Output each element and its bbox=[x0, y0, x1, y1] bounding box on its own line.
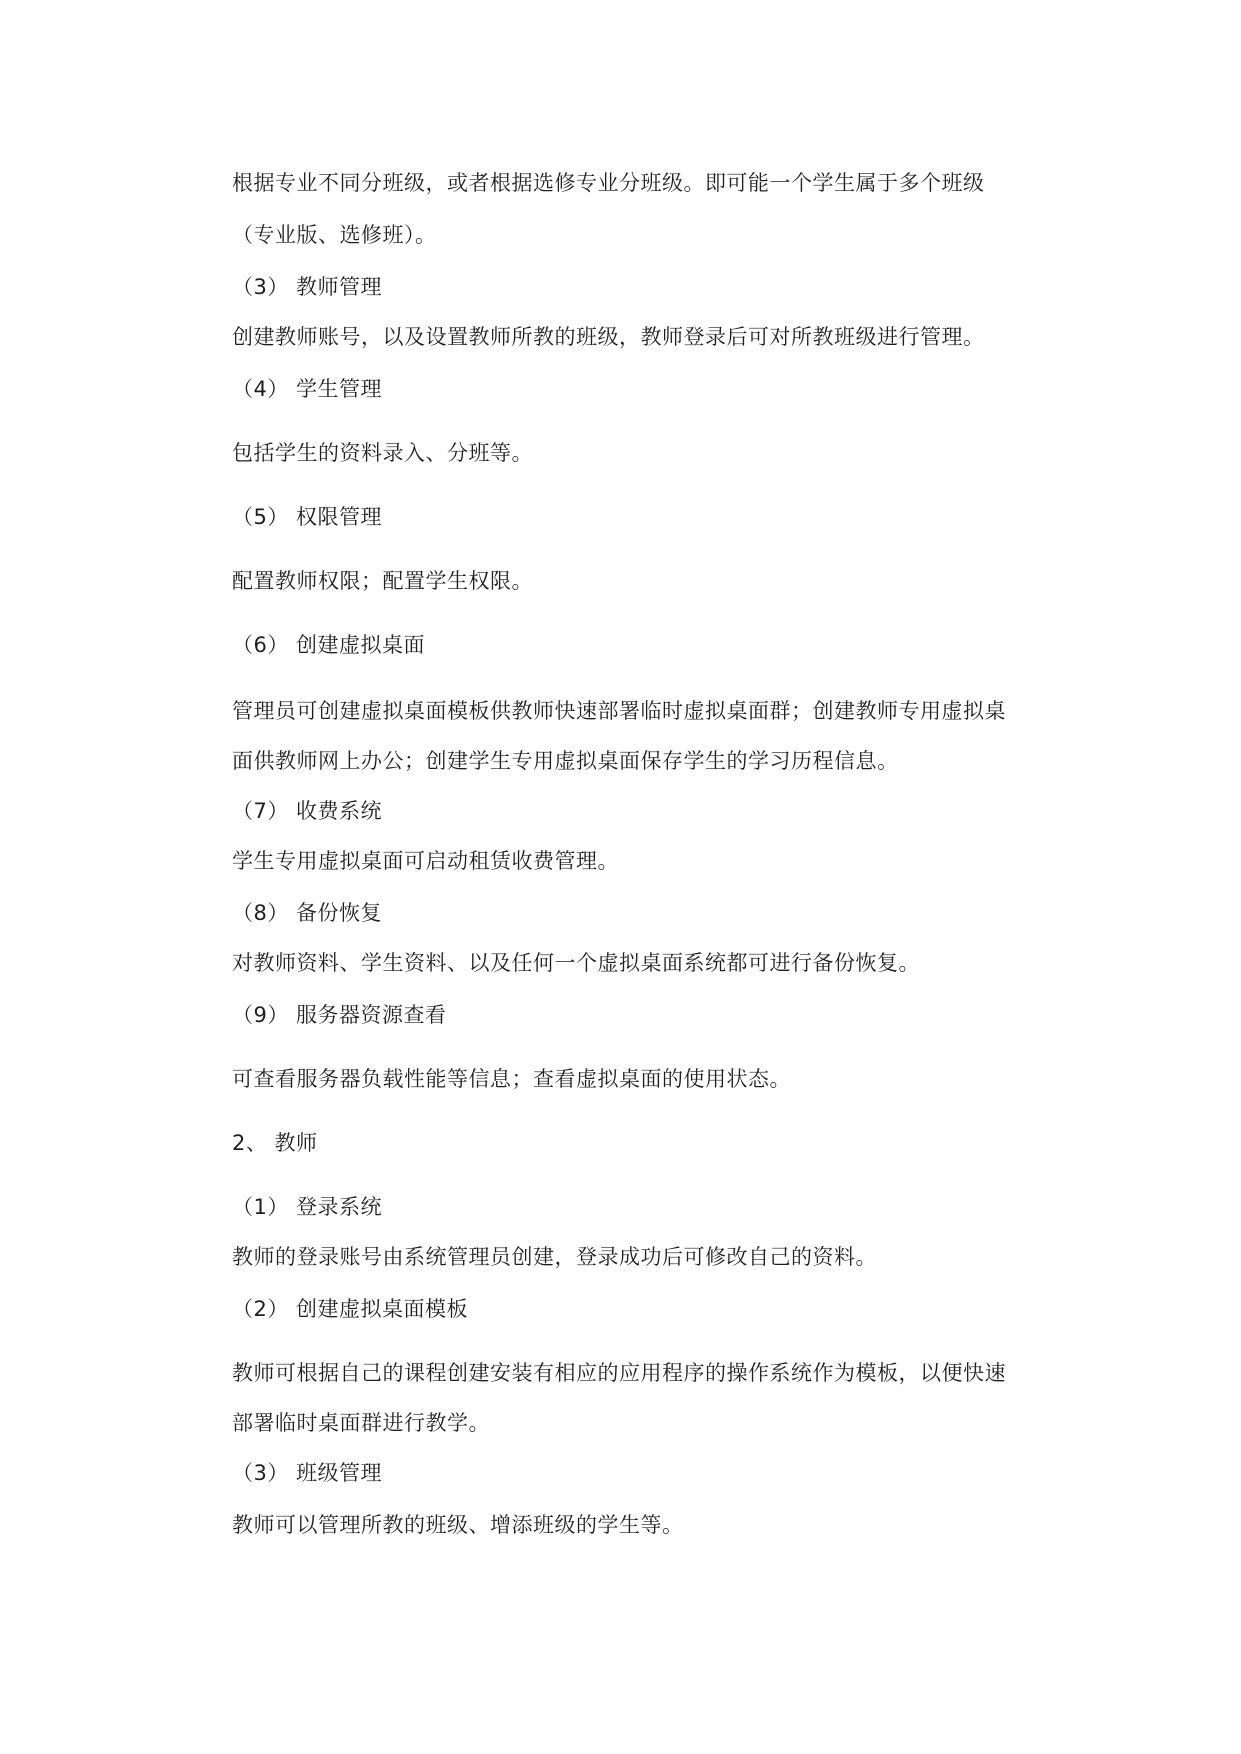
paragraph-line: 面供教师网上办公；创建学生专用虚拟桌面保存学生的学习历程信息。 bbox=[232, 749, 899, 773]
paragraph-line: 根据专业不同分班级，或者根据选修专业分班级。即可能一个学生属于多个班级 bbox=[232, 171, 985, 195]
paragraph-line: 配置教师权限；配置学生权限。 bbox=[232, 569, 533, 593]
paragraph-line: （专业版、选修班）。 bbox=[232, 223, 437, 247]
paragraph-line: 可查看服务器负载性能等信息；查看虚拟桌面的使用状态。 bbox=[232, 1067, 791, 1091]
section-heading: （2） 创建虚拟桌面模板 bbox=[232, 1297, 469, 1321]
section-heading: （3） 教师管理 bbox=[232, 275, 383, 299]
section-heading: （5） 权限管理 bbox=[232, 505, 383, 529]
paragraph-line: 对教师资料、学生资料、以及任何一个虚拟桌面系统都可进行备份恢复。 bbox=[232, 951, 920, 975]
section-heading: 2、 教师 bbox=[232, 1131, 318, 1155]
section-heading: （6） 创建虚拟桌面 bbox=[232, 633, 426, 657]
paragraph-line: 教师可以管理所教的班级、增添班级的学生等。 bbox=[232, 1513, 684, 1537]
section-heading: （7） 收费系统 bbox=[232, 799, 383, 823]
section-heading: （1） 登录系统 bbox=[232, 1195, 383, 1219]
paragraph-line: 学生专用虚拟桌面可启动租赁收费管理。 bbox=[232, 849, 619, 873]
paragraph-line: 教师可根据自己的课程创建安装有相应的应用程序的操作系统作为模板，以便快速 bbox=[232, 1361, 1006, 1385]
section-heading: （9） 服务器资源查看 bbox=[232, 1003, 447, 1027]
paragraph-line: 创建教师账号，以及设置教师所教的班级，教师登录后可对所教班级进行管理。 bbox=[232, 325, 985, 349]
section-heading: （3） 班级管理 bbox=[232, 1461, 383, 1485]
paragraph-line: 管理员可创建虚拟桌面模板供教师快速部署临时虚拟桌面群；创建教师专用虚拟桌 bbox=[232, 699, 1006, 723]
section-heading: （4） 学生管理 bbox=[232, 377, 383, 401]
paragraph-line: 部署临时桌面群进行教学。 bbox=[232, 1411, 490, 1435]
paragraph-line: 教师的登录账号由系统管理员创建，登录成功后可修改自己的资料。 bbox=[232, 1245, 877, 1269]
paragraph-line: 包括学生的资料录入、分班等。 bbox=[232, 441, 533, 465]
section-heading: （8） 备份恢复 bbox=[232, 901, 383, 925]
